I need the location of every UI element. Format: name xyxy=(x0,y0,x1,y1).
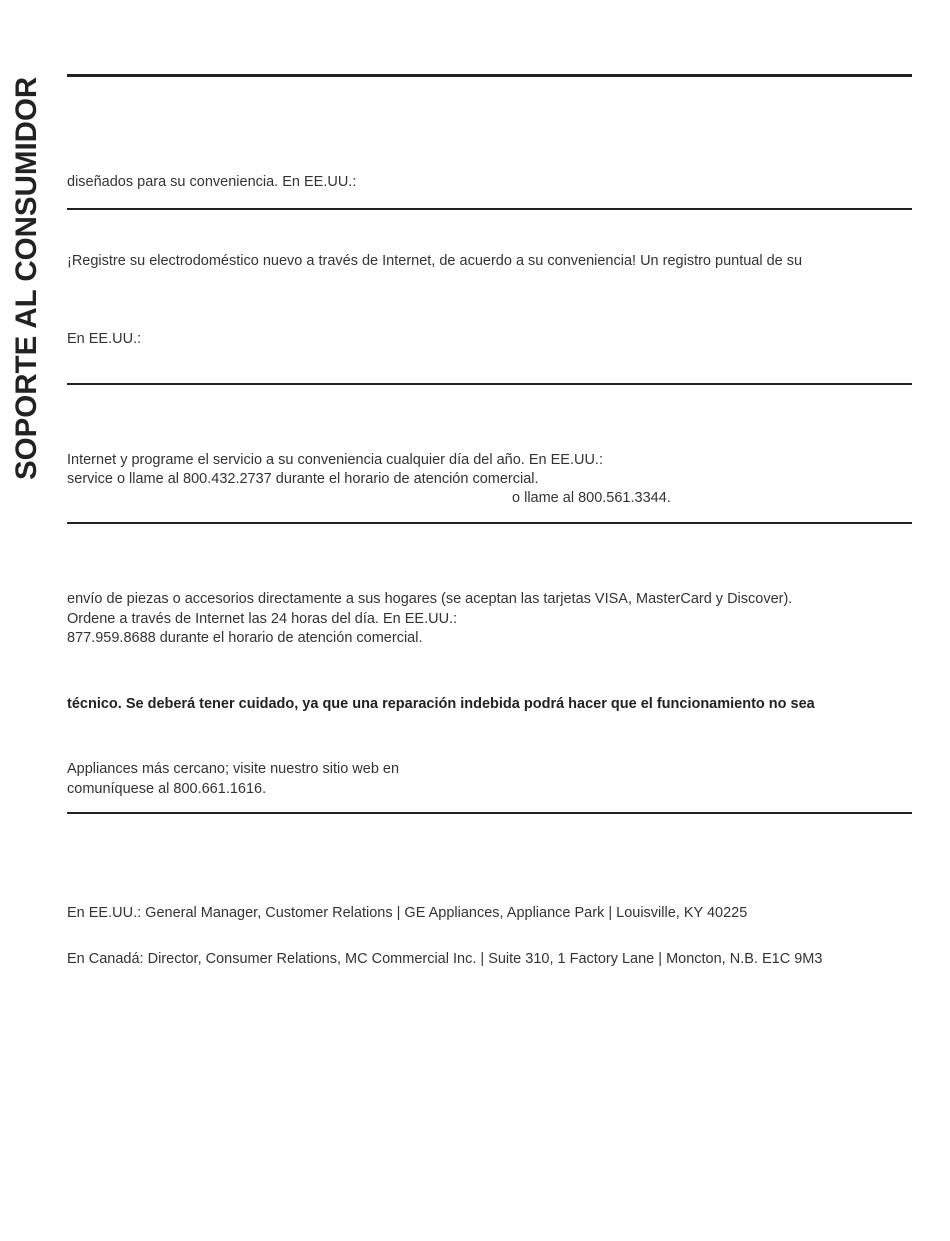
register-text: ¡Registre su electrodoméstico nuevo a través de Internet, de acuerdo a su conveniencia! Un registro puntual de su xyxy=(67,253,803,269)
section-divider xyxy=(67,208,912,210)
parts-text-4: Appliances más cercano; visite nuestro sitio web en xyxy=(67,761,400,777)
parts-text-1: envío de piezas o accesorios directamente a sus hogares (se aceptan las tarjetas VISA, MasterCard y Discover). xyxy=(67,591,793,607)
page-side-title: SOPORTE AL CONSUMIDOR xyxy=(10,76,43,480)
section-divider xyxy=(67,74,912,77)
parts-text-3: 877.959.8688 durante el horario de atención comercial. xyxy=(67,630,423,646)
parts-text-5: comuníquese al 800.661.1616. xyxy=(67,781,267,797)
intro-text: diseñados para su conveniencia. En EE.UU.: xyxy=(67,174,357,190)
section-divider xyxy=(67,383,912,385)
contact-canada: En Canadá: Director, Consumer Relations, MC Commercial Inc. | Suite 310, 1 Factory Lane | Moncton, N.B. E1C 9M3 xyxy=(67,951,823,967)
contact-usa: En EE.UU.: General Manager, Customer Relations | GE Appliances, Appliance Park | Louisville, KY 40225 xyxy=(67,905,748,921)
section-divider xyxy=(67,812,912,814)
repair-warning: técnico. Se deberá tener cuidado, ya que una reparación indebida podrá hacer que el funcionamiento no sea xyxy=(67,696,815,712)
register-region-label: En EE.UU.: xyxy=(67,331,142,347)
section-divider xyxy=(67,522,912,524)
service-text-2: service o llame al 800.432.2737 durante el horario de atención comercial. xyxy=(67,471,539,487)
service-text-1: Internet y programe el servicio a su conveniencia cualquier día del año. En EE.UU.: xyxy=(67,452,603,468)
parts-text-2: Ordene a través de Internet las 24 horas del día. En EE.UU.: xyxy=(67,611,458,627)
service-text-3: o llame al 800.561.3344. xyxy=(512,490,671,506)
